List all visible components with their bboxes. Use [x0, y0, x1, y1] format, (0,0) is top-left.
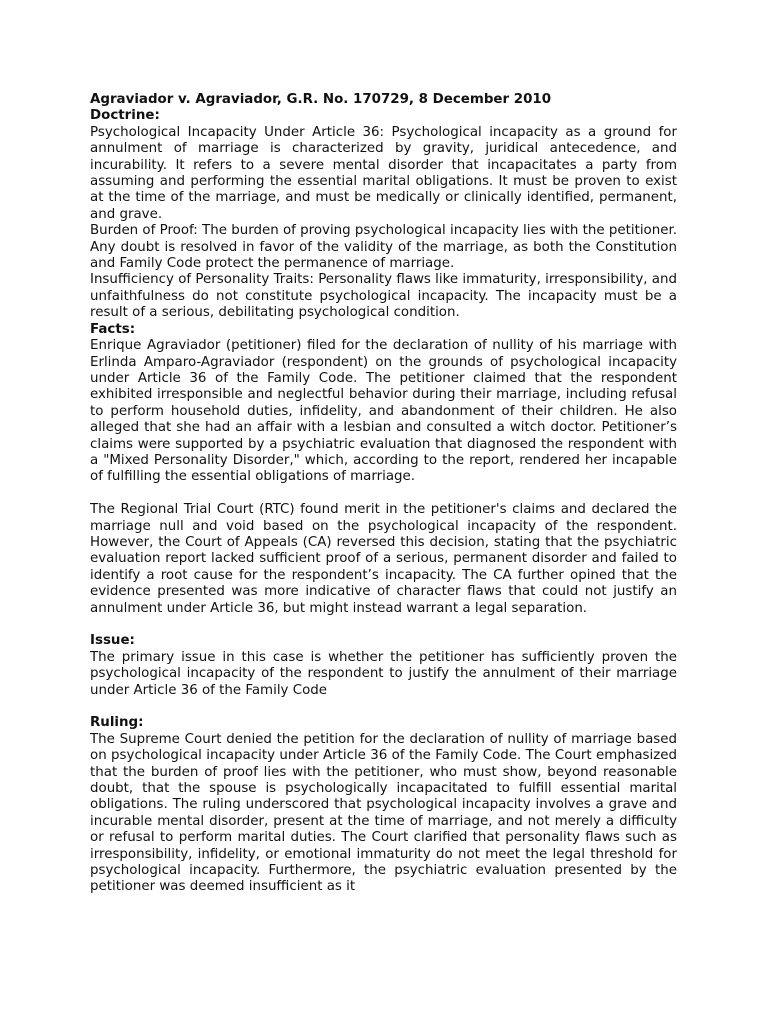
paragraph-gap — [90, 699, 677, 715]
issue-paragraph: The primary issue in this case is whether the petitioner has sufficiently proven the psychological incapacity of the respondent to justify the annulment of their marriage under Article 36 of the Family Code — [90, 649, 677, 698]
ruling-heading: Ruling: — [90, 715, 144, 731]
facts-paragraph: The Regional Trial Court (RTC) found merit in the petitioner's claims and declared the marriage null and void based on the psychological incapacity of the respondent. However, the Court of Appeals (CA) reversed this decision, stating that the psychiatric evaluation report lacked sufficient proof of a serious, permanent disorder and failed to identify a root cause for the respondent’s incapacity. The CA further opined that the evidence presented was more indicative of character flaws that could not justify an annulment under Article 36, but might instead warrant a legal separation. — [90, 502, 677, 616]
case-title: Agraviador v. Agraviador, G.R. No. 170729, 8 December 2010 — [90, 92, 552, 107]
doctrine-paragraph: Insufficiency of Personality Traits: Personality flaws like immaturity, irresponsibility, and unfaithfulness do not constitute psychological incapacity. The incapacity must be a result of a serious, debilitating psychological condition. — [90, 272, 677, 321]
paragraph-gap — [90, 486, 677, 502]
facts-heading: Facts: — [90, 321, 136, 337]
issue-heading: Issue: — [90, 633, 135, 649]
doctrine-paragraph: Burden of Proof: The burden of proving psychological incapacity lies with the petitioner. Any doubt is resolved in favor of the validity of the marriage, as both the Constitution and Family Code protect the permanence of marriage. — [90, 223, 677, 272]
doctrine-paragraph: Psychological Incapacity Under Article 36: Psychological incapacity as a ground for annulment of marriage is characterized by gravity, juridical antecedence, and incurability. It refers to a severe mental disorder that incapacitates a party from assuming and performing the essential marital obligations. It must be proven to exist at the time of the marriage, and must be medically or clinically identified, permanent, and grave. — [90, 124, 677, 222]
document-page — [90, 92, 677, 896]
paragraph-gap — [90, 617, 677, 633]
facts-paragraph: Enrique Agraviador (petitioner) filed for the declaration of nullity of his marriage with Erlinda Amparo-Agraviador (respondent) on the grounds of psychological incapacity under Article 36 of the Family Code. The petitioner claimed that the respondent exhibited irresponsible and neglectful behavior during their marriage, including refusal to perform household duties, infidelity, and abandonment of their children. He also alleged that she had an affair with a lesbian and consulted a witch doctor. Petitioner’s claims were supported by a psychiatric evaluation that diagnosed the respondent with a "Mixed Personality Disorder," which, according to the report, rendered her incapable of fulfilling the essential obligations of marriage. — [90, 338, 677, 485]
doctrine-heading: Doctrine: — [90, 108, 160, 124]
ruling-paragraph: The Supreme Court denied the petition for the declaration of nullity of marriage based on psychological incapacity under Article 36 of the Family Code. The Court emphasized that the burden of proof lies with the petitioner, who must show, beyond reasonable doubt, that the spouse is psychologically incapacitated to fulfill essential marital obligations. The ruling underscored that psychological incapacity involves a grave and incurable mental disorder, present at the time of marriage, and not merely a difficulty or refusal to perform marital duties. The Court clarified that personality flaws such as irresponsibility, infidelity, or emotional immaturity do not meet the legal threshold for psychological incapacity. Furthermore, the psychiatric evaluation presented by the petitioner was deemed insufficient as it — [90, 731, 677, 895]
